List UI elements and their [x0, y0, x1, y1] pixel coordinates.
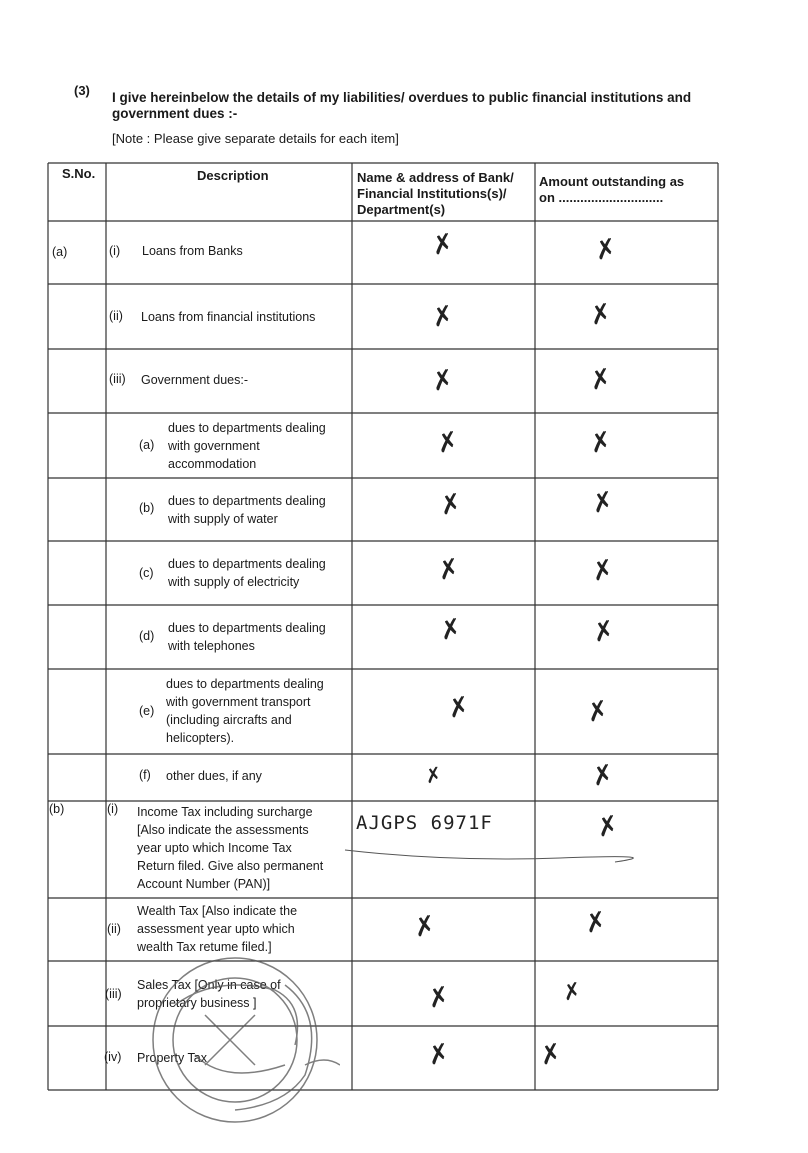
row-description: Wealth Tax [Also indicate the assessment year upto which wealth Tax retume filed.] — [137, 904, 298, 954]
row-roman: (ii) — [109, 309, 123, 323]
row-letter: (e) — [139, 704, 155, 718]
row-description: dues to departments dealing with government accommodation — [168, 421, 326, 471]
handwritten-cross: ✗ — [587, 426, 615, 460]
row-sno: (b) — [49, 802, 65, 816]
row-letter: (b) — [139, 501, 155, 515]
row-roman: (iv) — [104, 1050, 122, 1064]
handwritten-cross: ✗ — [425, 1038, 453, 1072]
handwritten-cross: ✗ — [422, 761, 445, 789]
row-roman: (i) — [109, 244, 121, 258]
row-letter: (f) — [139, 768, 151, 782]
row-roman: (i) — [107, 802, 119, 816]
row-description: Property Tax — [137, 1051, 207, 1065]
handwritten-cross: ✗ — [411, 910, 439, 944]
row-description: dues to departments dealing with telephones — [168, 621, 326, 653]
row-roman: (iii) — [105, 987, 122, 1001]
row-description: dues to departments dealing with supply of electricity — [168, 557, 326, 589]
handwritten-cross: ✗ — [582, 906, 610, 940]
handwritten-cross: ✗ — [434, 426, 462, 460]
handwritten-cross: ✗ — [589, 486, 617, 520]
section-number: (3) — [74, 83, 90, 98]
header-bank: Name & address of Bank/ Financial Institutions(s)/ Department(s) — [357, 170, 514, 217]
header-description: Description — [197, 168, 269, 183]
handwritten-cross: ✗ — [592, 233, 620, 267]
pan-number: AJGPS 6971F — [356, 812, 493, 834]
row-description: Loans from financial institutions — [141, 310, 316, 324]
row-description: Loans from Banks — [142, 244, 243, 258]
row-sno: (a) — [52, 245, 68, 259]
handwritten-cross: ✗ — [429, 300, 457, 334]
row-description: other dues, if any — [166, 769, 262, 783]
handwritten-cross: ✗ — [435, 553, 463, 587]
row-description: Government dues:- — [141, 373, 248, 387]
row-description: dues to departments dealing with government transport (including aircrafts and helicopters). — [166, 677, 324, 745]
handwritten-cross: ✗ — [594, 810, 622, 844]
handwritten-cross: ✗ — [429, 228, 457, 262]
handwritten-cross: ✗ — [425, 981, 453, 1015]
header-amount: Amount outstanding as on ............................. — [539, 174, 685, 205]
handwritten-cross: ✗ — [437, 613, 465, 647]
handwritten-cross: ✗ — [589, 554, 617, 588]
handwritten-cross: ✗ — [584, 695, 612, 729]
row-letter: (a) — [139, 438, 155, 452]
row-letter: (d) — [139, 629, 155, 643]
handwritten-cross: ✗ — [587, 298, 615, 332]
handwritten-cross: ✗ — [445, 691, 473, 725]
handwritten-cross: ✗ — [589, 759, 617, 793]
row-description: Income Tax including surcharge [Also indicate the assessments year upto which Income Tax Return filed. Give also permanent Account Number (PAN)] — [137, 805, 324, 891]
section-heading: I give hereinbelow the details of my liabilities/ overdues to public financial institutions and government dues :- — [112, 90, 692, 121]
handwritten-cross: ✗ — [560, 978, 584, 1007]
row-roman: (iii) — [109, 372, 126, 386]
handwritten-cross: ✗ — [587, 363, 615, 397]
row-description: Sales Tax [Only in case of proprietary business ] — [137, 978, 281, 1010]
row-description: dues to departments dealing with supply of water — [168, 494, 326, 526]
handwritten-cross: ✗ — [590, 615, 618, 649]
handwritten-cross: ✗ — [537, 1038, 565, 1072]
row-roman: (ii) — [107, 922, 121, 936]
handwritten-cross: ✗ — [437, 488, 465, 522]
row-letter: (c) — [139, 566, 154, 580]
handwritten-cross: ✗ — [429, 364, 457, 398]
section-note: [Note : Please give separate details for each item] — [112, 131, 399, 146]
header-sno: S.No. — [62, 166, 96, 181]
notary-stamp-image — [135, 945, 340, 1130]
